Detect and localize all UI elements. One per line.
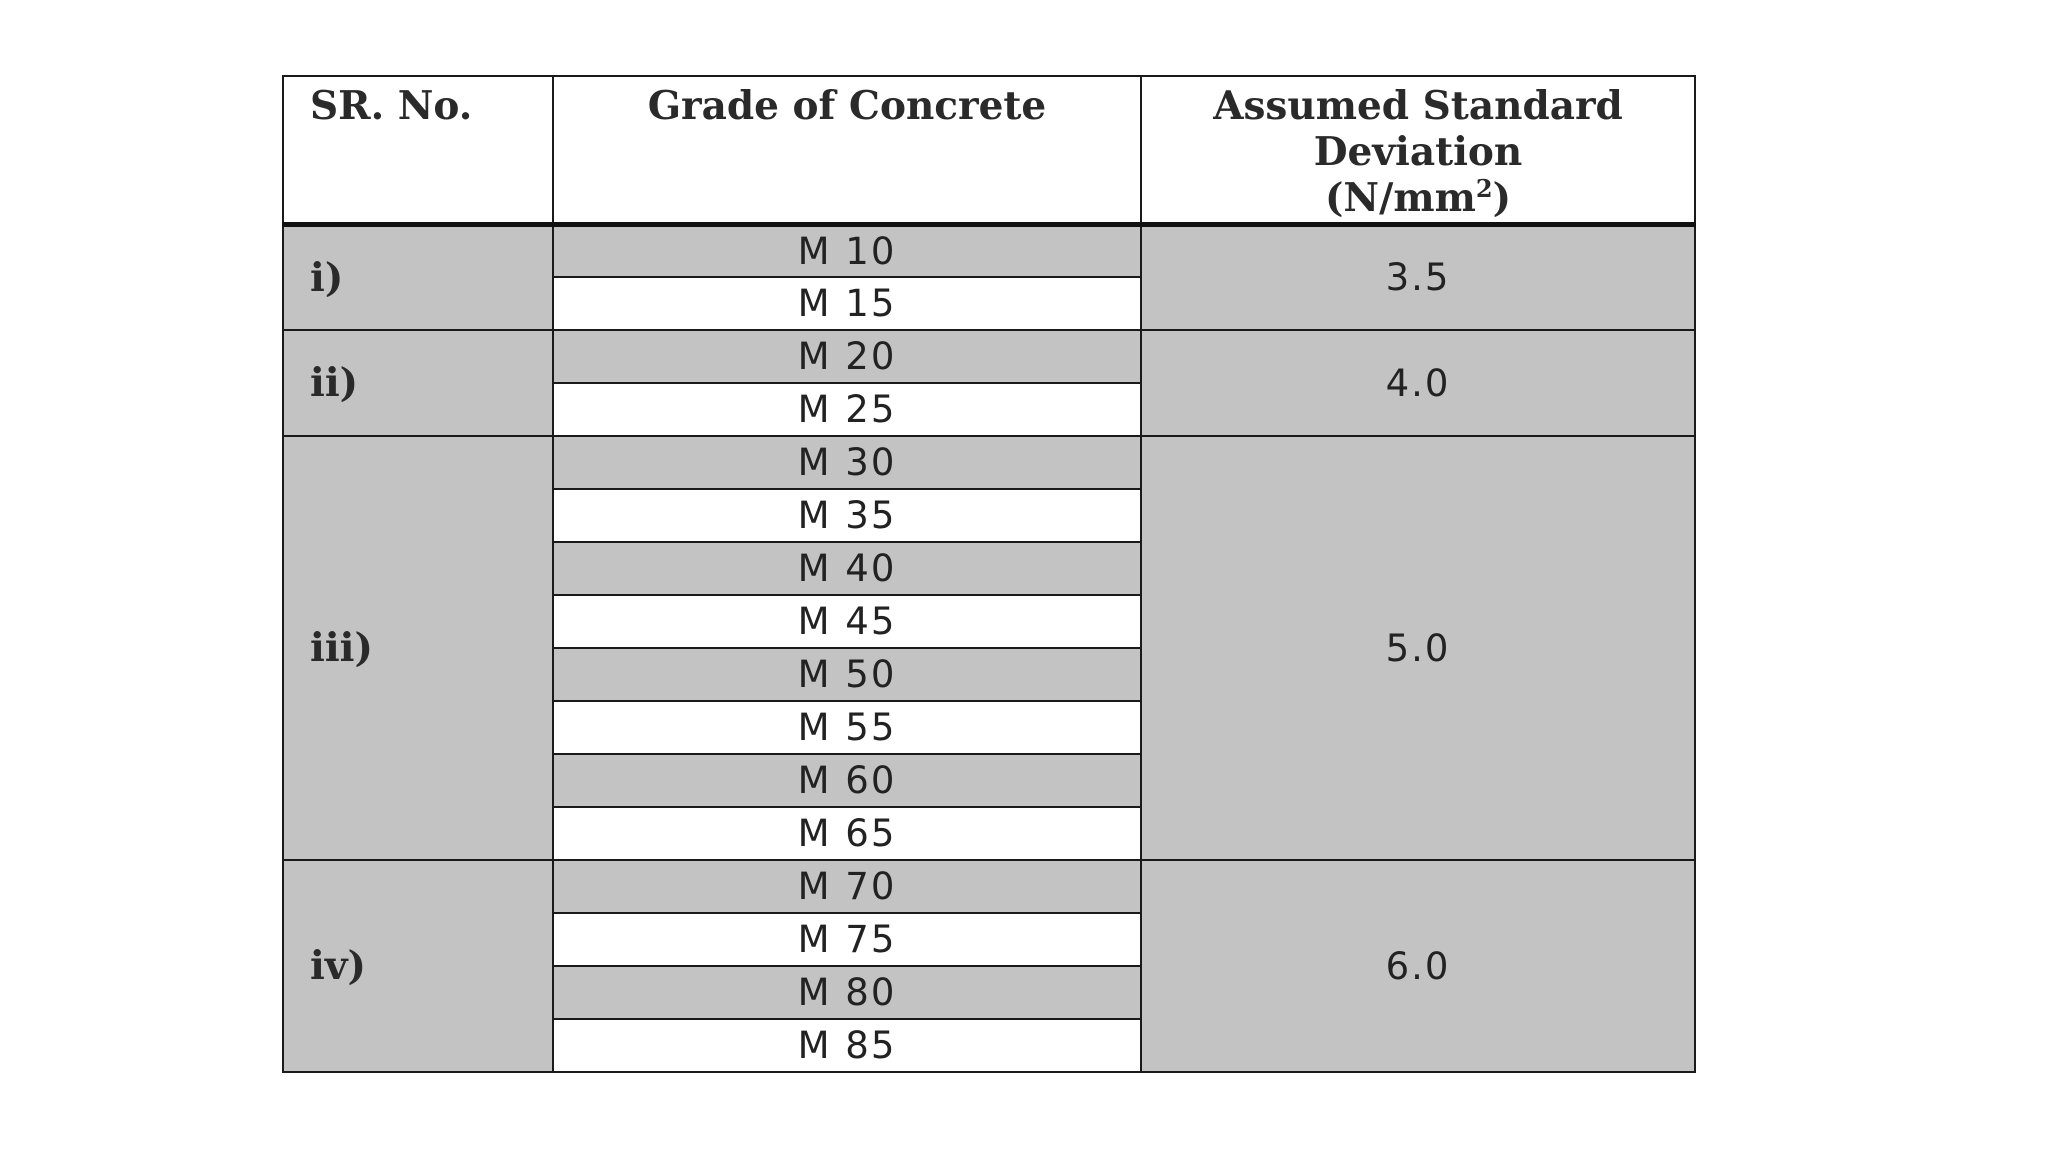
table-row (283, 224, 1695, 277)
standard-deviation-cell: 5.0 (1141, 436, 1695, 860)
table-row (283, 330, 1695, 383)
sr-no-cell: iii) (283, 436, 553, 860)
header-sd-unit (1325, 175, 1511, 221)
grade-cell: M 30 (553, 436, 1141, 489)
grade-cell: M 25 (553, 383, 1141, 436)
table-body (283, 224, 1695, 1072)
table-row (283, 860, 1695, 913)
table-row (283, 436, 1695, 489)
header-grade-of-concrete: Grade of Concrete (553, 76, 1141, 224)
grade-cell: M 15 (553, 277, 1141, 330)
grade-cell: M 55 (553, 701, 1141, 754)
grade-cell: M 45 (553, 595, 1141, 648)
grade-cell: M 70 (553, 860, 1141, 913)
standard-deviation-table (282, 75, 1696, 1073)
header-sd-line2: Deviation (1313, 129, 1523, 175)
grade-cell: M 75 (553, 913, 1141, 966)
grade-cell: M 20 (553, 330, 1141, 383)
standard-deviation-cell: 4.0 (1141, 330, 1695, 436)
grade-cell: M 65 (553, 807, 1141, 860)
sr-no-cell: iv) (283, 860, 553, 1072)
grade-cell: M 60 (553, 754, 1141, 807)
grade-cell: M 40 (553, 542, 1141, 595)
grade-cell: M 85 (553, 1019, 1141, 1072)
header-sd-unit-suffix: ) (1492, 175, 1512, 221)
sr-no-cell: i) (283, 224, 553, 330)
header-assumed-standard-deviation (1141, 76, 1695, 224)
standard-deviation-cell: 3.5 (1141, 224, 1695, 330)
grade-cell: M 50 (553, 648, 1141, 701)
sr-no-cell: ii) (283, 330, 553, 436)
grade-cell: M 80 (553, 966, 1141, 1019)
grade-cell: M 35 (553, 489, 1141, 542)
header-sd-line1: Assumed Standard (1213, 83, 1623, 129)
standard-deviation-cell: 6.0 (1141, 860, 1695, 1072)
header-sr-no: SR. No. (283, 76, 553, 224)
header-row (283, 76, 1695, 224)
table-header (283, 76, 1695, 224)
header-sd-unit-prefix: (N/mm (1324, 175, 1476, 221)
header-sd-unit-sup: 2 (1475, 174, 1493, 203)
grade-cell: M 10 (553, 224, 1141, 277)
